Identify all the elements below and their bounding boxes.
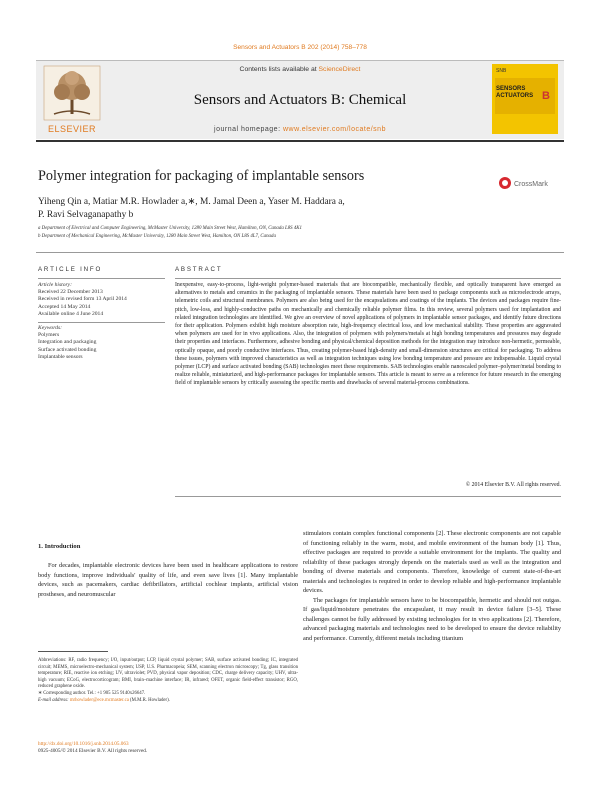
intro-right-column <box>303 529 561 644</box>
intro-paragraph-3: The packages for implantable sensors have to be biocompatible, hermetic and should not outgas. If gas/liquid/moisture penetrates the encapsulant, it may result in device failure [3–5]. These challenges cannot be fully addressed by existing technologies for in vivo applications [2]. Therefore, advanced packaging materials and technologies need to be developed to ensure the device reliability and performance. Currently, different metals including titanium <box>303 596 561 643</box>
footnote-rule <box>38 651 108 652</box>
cover-title: SENSORS ACTUATORS <box>496 86 534 99</box>
keyword-item: Integration and packaging <box>38 339 97 346</box>
journal-cover-thumbnail <box>492 64 558 134</box>
affiliation-divider <box>36 252 564 253</box>
affiliation-a: a Department of Electrical and Computer Engineering, McMaster University, 1280 Main Street West, Hamilton, ON, Canada L8S 4K1 <box>38 226 302 231</box>
article-info-heading: ARTICLE INFO <box>38 266 103 273</box>
sciencedirect-link[interactable]: ScienceDirect <box>318 66 361 73</box>
issn-line: 0925-4005/© 2014 Elsevier B.V. All rights reserved. <box>38 747 148 754</box>
cover-letter: B <box>542 90 550 102</box>
keywords-label: Keywords: <box>38 325 63 331</box>
crossmark-label: CrossMark <box>514 181 548 188</box>
doi-block <box>38 741 147 755</box>
journal-title: Sensors and Actuators B: Chemical <box>193 92 407 108</box>
contents-line <box>120 66 480 73</box>
abstract-heading: ABSTRACT <box>175 266 223 273</box>
history-label: Article history: <box>38 282 73 288</box>
elsevier-wordmark: ELSEVIER <box>47 124 97 134</box>
intro-paragraph-1: For decades, implantable electronic devices have been used in healthcare applications to restore body functions, improve individuals' quality of life, and even save lives [1]. Many implantable devices, such as pacemakers, cardiac defibrillators, artificial cochlear implants, artificial vision prostheses, and neuromuscular <box>38 562 298 598</box>
abstract-bottom-rule <box>175 496 561 497</box>
author-list <box>38 196 478 221</box>
contents-prefix: Contents lists available at <box>239 66 317 73</box>
homepage-link[interactable]: www.elsevier.com/locate/snb <box>282 126 386 133</box>
keyword-item: Surface activated bonding <box>38 346 97 353</box>
history-item: Accepted 14 May 2014 <box>38 303 91 310</box>
header-divider <box>36 140 564 142</box>
authors-line-1: Yiheng Qin a, Matiar M.R. Howlader a,∗, M. Jamal Deen a, Yaser M. Haddara a, <box>38 197 345 207</box>
history-item: Available online 4 June 2014 <box>38 310 104 317</box>
corresponding-author-footnote: ∗ Corresponding author. Tel.: +1 905 525 9140x26647. <box>38 690 146 696</box>
affiliation-b: b Department of Mechanical Engineering, McMaster University, 1280 Main Street West, Hamilton, ON L8S 4L7, Canada <box>38 234 276 239</box>
cover-code: SNB <box>496 68 507 74</box>
keywords <box>38 325 168 361</box>
intro-left-paragraph <box>38 561 298 599</box>
journal-reference[interactable]: Sensors and Actuators B 202 (2014) 758–778 <box>233 44 367 51</box>
keyword-item: Implantable sensors <box>38 353 83 360</box>
footnotes <box>38 658 298 704</box>
crossmark-icon[interactable] <box>498 176 562 190</box>
article-history <box>38 282 168 318</box>
abstract-text: Inexpensive, easy-to-process, light-weight polymer-based materials that are biocompatible, mechanically flexible, and optically transparent have emerged as alternatives to metals and ceramics in the packaging of implantable sensors. These materials have been used to package components such as microelectrode arrays, telemetric coils and structural membranes. Polymers are also being used for the encapsulations and coatings of the implants. The devices and packages require fine-pitch, low-loss, and highly-conductive paths on mechanically and chemically reliable polymer films. In this review, several polymers used for implantation and related integration technologies are identified. We give an overview of novel applications of polymers in implantable sensor packages, and identify future directions for their application. Polymers exhibit high moisture absorption rate, high-frequency electrical loss, and low mechanical stability. These properties are aggravated when polymers are used for in vivo applications. Also, the integration of polymers with polymers/metals at high bonding temperatures and pressures may degrade their properties and interfaces. Furthermore, adhesive bonding and physical/chemical deposition methods for the integration may introduce non-hermetic, permeable, optically opaque, and poorly conductive interfaces. Thus, creating polymer-based high-density and small-dimension structures are critical for packaging. To address these issues, polymers with improved characteristics as well as integration techniques using low bonding temperature and pressure are indispensable. Liquid crystal polymer (LCP) and surface activated bonding (SAB) technologies meet these requirements. SAB technologies enable nanoscaled polymer–polymer/metal bonding to realize reliable, miniaturized, and high-performance packages for implantable sensors. This article is meant to serve as a reference for future research in the emerging field of implantable sensors by critically assessing the specific merits and drawbacks of several material-process combinations. <box>175 282 561 387</box>
keyword-item: Polymers <box>38 332 60 339</box>
doi-link[interactable]: http://dx.doi.org/10.1016/j.snb.2014.05.063 <box>38 741 129 747</box>
history-item: Received in revised form 13 April 2014 <box>38 296 127 303</box>
email-footnote <box>38 698 298 705</box>
section-title-introduction: 1. Introduction <box>38 543 81 550</box>
abbreviations-footnote: Abbreviations: RF, radio frequency; I/O, input/output; LCP, liquid crystal polymer; SAB, surface activated bonding; IC, integrated circuit; MEMS, microelectro-mechanical system; USP, U.S. Pharmacopeia; SEM, scanning electron microscopy; Tg, glass transition temperature; RIE, reactive ion etching; UV, ultraviolet; PVD, physical vapor deposition; CDC, charge delivery capacity; UHV, ultra-high vacuum; ECoG, electrocorticogram; BMI, brain–machine interface; IR, infrared; OFET, organic field-effect transistor; RGO, reduced graphene oxide. <box>38 658 298 690</box>
article-title: Polymer integration for packaging of implantable sensors <box>38 168 365 184</box>
authors-line-2: P. Ravi Selvaganapathy b <box>38 209 134 220</box>
abstract-rule <box>175 278 561 279</box>
intro-paragraph-2: stimulators contain complex functional components [2]. These electronic components are not capable of functioning reliably in the warm, moist, and mobile environment of the human body [1]. Thus, effective packages are required to provide a suitable environment for the implants. The quality and reliability of these packages strongly depends on the materials used as well as the integration and bonding of diverse materials and components. Therefore, knowledge of current state-of-the-art materials and technologies is required in order to develop reliable and high-performance implantable devices. <box>303 530 561 595</box>
history-item: Received 22 December 2013 <box>38 289 103 296</box>
abstract-copyright: © 2014 Elsevier B.V. All rights reserved. <box>465 482 561 488</box>
history-divider <box>38 322 165 323</box>
email-label: E-mail address: <box>38 697 69 703</box>
email-suffix: (M.M.R. Howlader). <box>130 697 170 703</box>
journal-homepage <box>120 126 480 133</box>
article-info-rule <box>38 278 165 279</box>
email-link[interactable]: mrhowlader@ece.mcmaster.ca <box>69 697 129 703</box>
homepage-prefix: journal homepage: <box>214 126 281 133</box>
